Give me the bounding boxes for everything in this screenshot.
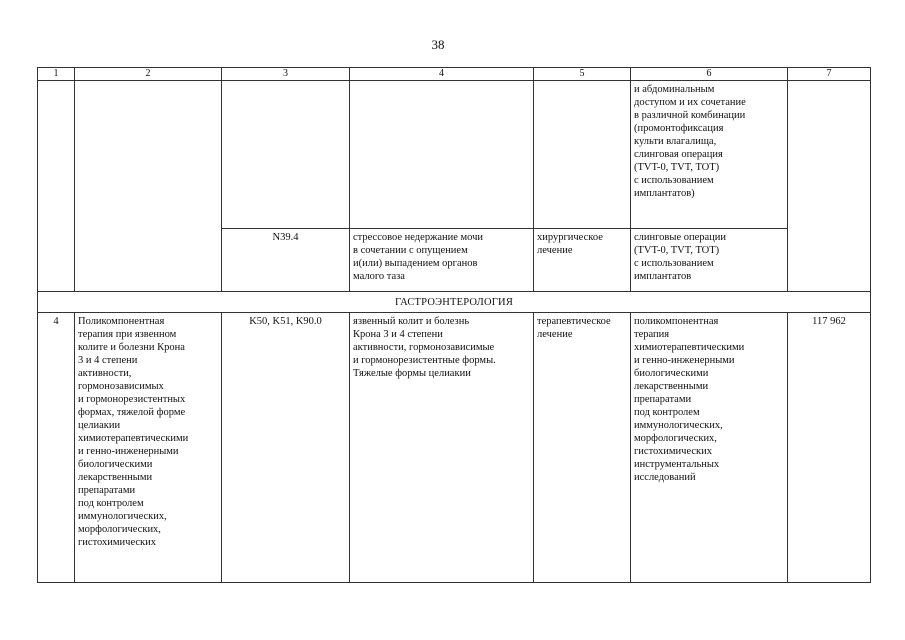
table-row [38, 81, 871, 229]
cell-empty [38, 81, 75, 292]
cell-patient-model: язвенный колит и болезнь Крона 3 и 4 степени активности, гормонозависимые и гормонорезистентные формы. Тяжелые формы целиакии [350, 313, 534, 583]
column-number: 1 [38, 68, 75, 81]
cell-treatment-type: терапевтическое лечение [534, 313, 631, 583]
column-number: 7 [788, 68, 871, 81]
cell-treatment-method: слинговые операции (TVT-0, TVT, TOT) с использованием имплантатов [631, 229, 788, 292]
cell-empty [350, 81, 534, 229]
cell-empty [75, 81, 222, 292]
page-number: 38 [431, 37, 445, 52]
cell-patient-model: стрессовое недержание мочи в сочетании с опущением и(или) выпадением органов малого таза [350, 229, 534, 292]
medical-care-table [37, 67, 871, 583]
cell-treatment-type: хирургическое лечение [534, 229, 631, 292]
cell-empty [534, 81, 631, 229]
cell-treatment-method: и абдоминальным доступом и их сочетание в различной комбинации (промонтофиксация культи влагалища, слинговая операция (TVT-0, TVT, TOT) с использованием имплантатов) [631, 81, 788, 229]
column-number: 2 [75, 68, 222, 81]
column-number: 5 [534, 68, 631, 81]
section-row [38, 292, 871, 313]
column-number: 4 [350, 68, 534, 81]
column-number-row [38, 68, 871, 81]
table-row [38, 313, 871, 583]
section-title: ГАСТРОЭНТЕРОЛОГИЯ [38, 292, 871, 313]
column-number: 6 [631, 68, 788, 81]
cell-icd-code: N39.4 [222, 229, 350, 292]
cell-empty [222, 81, 350, 229]
cell-row-number: 4 [38, 313, 75, 583]
cell-treatment-method: поликомпонентная терапия химиотерапевтическими и генно-инженерными биологическими лекарственными препаратами под контролем иммунологических, морфологических, гистохимических инструментальных исследований [631, 313, 788, 583]
cell-cost: 117 962 [788, 313, 871, 583]
cell-care-type: Поликомпонентная терапия при язвенном колите и болезни Крона 3 и 4 степени активности, гормонозависимых и гормонорезистентных формах, тяжелой форме целиакии химиотерапевтическими и генно-инженерными биологическими лекарственными препаратами под контролем иммунологических, морфологических, гистохимических [75, 313, 222, 583]
column-number: 3 [222, 68, 350, 81]
cell-empty [788, 81, 871, 292]
cell-icd-code: K50, K51, K90.0 [222, 313, 350, 583]
